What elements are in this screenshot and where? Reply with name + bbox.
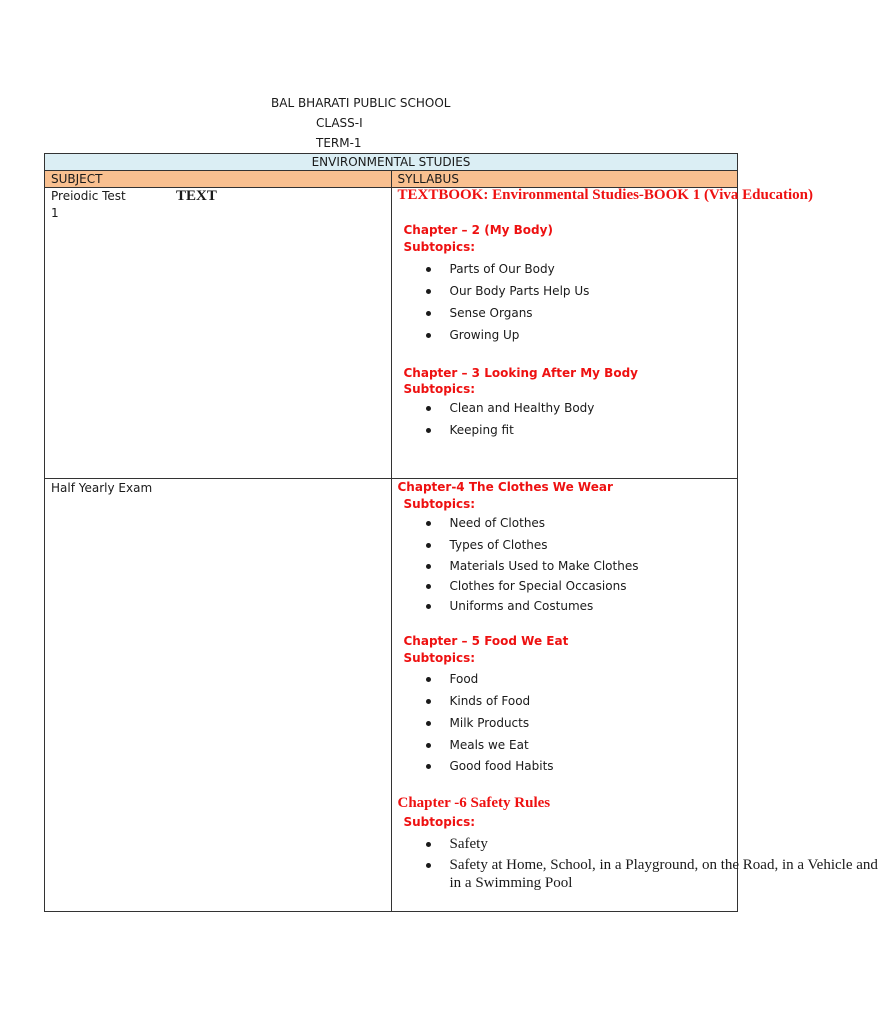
bullet-icon xyxy=(426,289,431,294)
subject-cell xyxy=(45,188,392,479)
list-item-label: Uniforms and Costumes xyxy=(449,599,594,613)
list-item-label: Need of Clothes xyxy=(449,516,546,530)
list-item-label: Meals we Eat xyxy=(449,738,529,752)
list-item xyxy=(450,538,548,553)
class-label: CLASS-I xyxy=(316,116,363,130)
subtopics-label: Subtopics: xyxy=(403,382,476,396)
list-item xyxy=(450,401,595,416)
syllabus-cell xyxy=(391,187,813,479)
list-item-label: Safety at Home, School, in a Playground, on the Road, in a Vehicle and in a Swimming Pool xyxy=(449,857,878,891)
text-label: TEXT xyxy=(176,188,217,204)
bullet-icon xyxy=(426,333,431,338)
list-item xyxy=(450,672,479,687)
list-item xyxy=(450,856,890,892)
list-item-label: Clean and Healthy Body xyxy=(449,401,595,415)
bullet-icon xyxy=(426,584,431,589)
syllabus-cell xyxy=(391,479,878,912)
bullet-icon xyxy=(426,764,431,769)
chapter-title: Chapter -6 Safety Rules xyxy=(397,795,551,811)
syllabus-table xyxy=(44,153,878,912)
bullet-icon xyxy=(426,406,431,411)
school-name: BAL BHARATI PUBLIC SCHOOL xyxy=(271,96,451,110)
table-row xyxy=(45,479,738,912)
list-item-label: Our Body Parts Help Us xyxy=(449,284,590,298)
bullet-icon xyxy=(426,564,431,569)
list-item xyxy=(450,262,555,277)
list-item xyxy=(450,738,529,753)
bullet-icon xyxy=(426,699,431,704)
list-item xyxy=(450,328,520,343)
bullet-icon xyxy=(426,311,431,316)
chapter-title: Chapter – 3 Looking After My Body xyxy=(403,366,638,380)
bullet-icon xyxy=(426,863,431,868)
list-item-label: Food xyxy=(449,672,479,686)
list-item-label: Parts of Our Body xyxy=(449,262,555,276)
list-item xyxy=(450,759,554,774)
subject-label: Half Yearly Exam xyxy=(51,481,153,495)
textbook-title: TEXTBOOK: Environmental Studies-BOOK 1 (Viva Education) xyxy=(397,187,813,203)
list-item-label: Good food Habits xyxy=(449,759,554,773)
bullet-icon xyxy=(426,604,431,609)
subject-label-cont: 1 xyxy=(51,206,59,220)
list-item-label: Clothes for Special Occasions xyxy=(449,579,627,593)
subtopics-label: Subtopics: xyxy=(403,240,476,254)
list-item xyxy=(450,559,639,574)
subtopics-label: Subtopics: xyxy=(403,815,476,829)
chapter-title: Chapter – 5 Food We Eat xyxy=(403,634,569,648)
list-item xyxy=(450,306,533,321)
list-item-label: Keeping fit xyxy=(449,423,514,437)
bullet-icon xyxy=(426,677,431,682)
list-item-label: Growing Up xyxy=(449,328,520,342)
list-item-label: Safety xyxy=(449,836,488,852)
subject-cell xyxy=(45,479,392,912)
bullet-icon xyxy=(426,428,431,433)
subtopics-label: Subtopics: xyxy=(403,497,476,511)
column-header-subject: SUBJECT xyxy=(45,171,392,188)
bullet-icon xyxy=(426,743,431,748)
term-label: TERM-1 xyxy=(316,136,362,150)
list-item xyxy=(450,835,890,853)
subtopics-label: Subtopics: xyxy=(403,651,476,665)
bullet-icon xyxy=(426,521,431,526)
subject-label: Preiodic Test xyxy=(51,189,126,203)
list-item xyxy=(450,423,514,438)
bullet-icon xyxy=(426,543,431,548)
bullet-icon xyxy=(426,842,431,847)
list-item-label: Sense Organs xyxy=(449,306,533,320)
table-title: ENVIRONMENTAL STUDIES xyxy=(45,154,738,171)
list-item-label: Types of Clothes xyxy=(449,538,548,552)
list-item xyxy=(450,599,594,614)
column-header-syllabus: SYLLABUS xyxy=(391,171,738,188)
list-item xyxy=(450,579,627,594)
list-item-label: Kinds of Food xyxy=(449,694,531,708)
list-item xyxy=(450,516,546,531)
list-item-label: Materials Used to Make Clothes xyxy=(449,559,639,573)
chapter-title: Chapter-4 The Clothes We Wear xyxy=(397,480,613,494)
bullet-icon xyxy=(426,721,431,726)
list-item xyxy=(450,284,590,299)
chapter-title: Chapter – 2 (My Body) xyxy=(403,223,553,237)
list-item xyxy=(450,694,531,709)
list-item-label: Milk Products xyxy=(449,716,530,730)
list-item xyxy=(450,716,530,731)
table-row xyxy=(45,188,738,479)
bullet-icon xyxy=(426,267,431,272)
